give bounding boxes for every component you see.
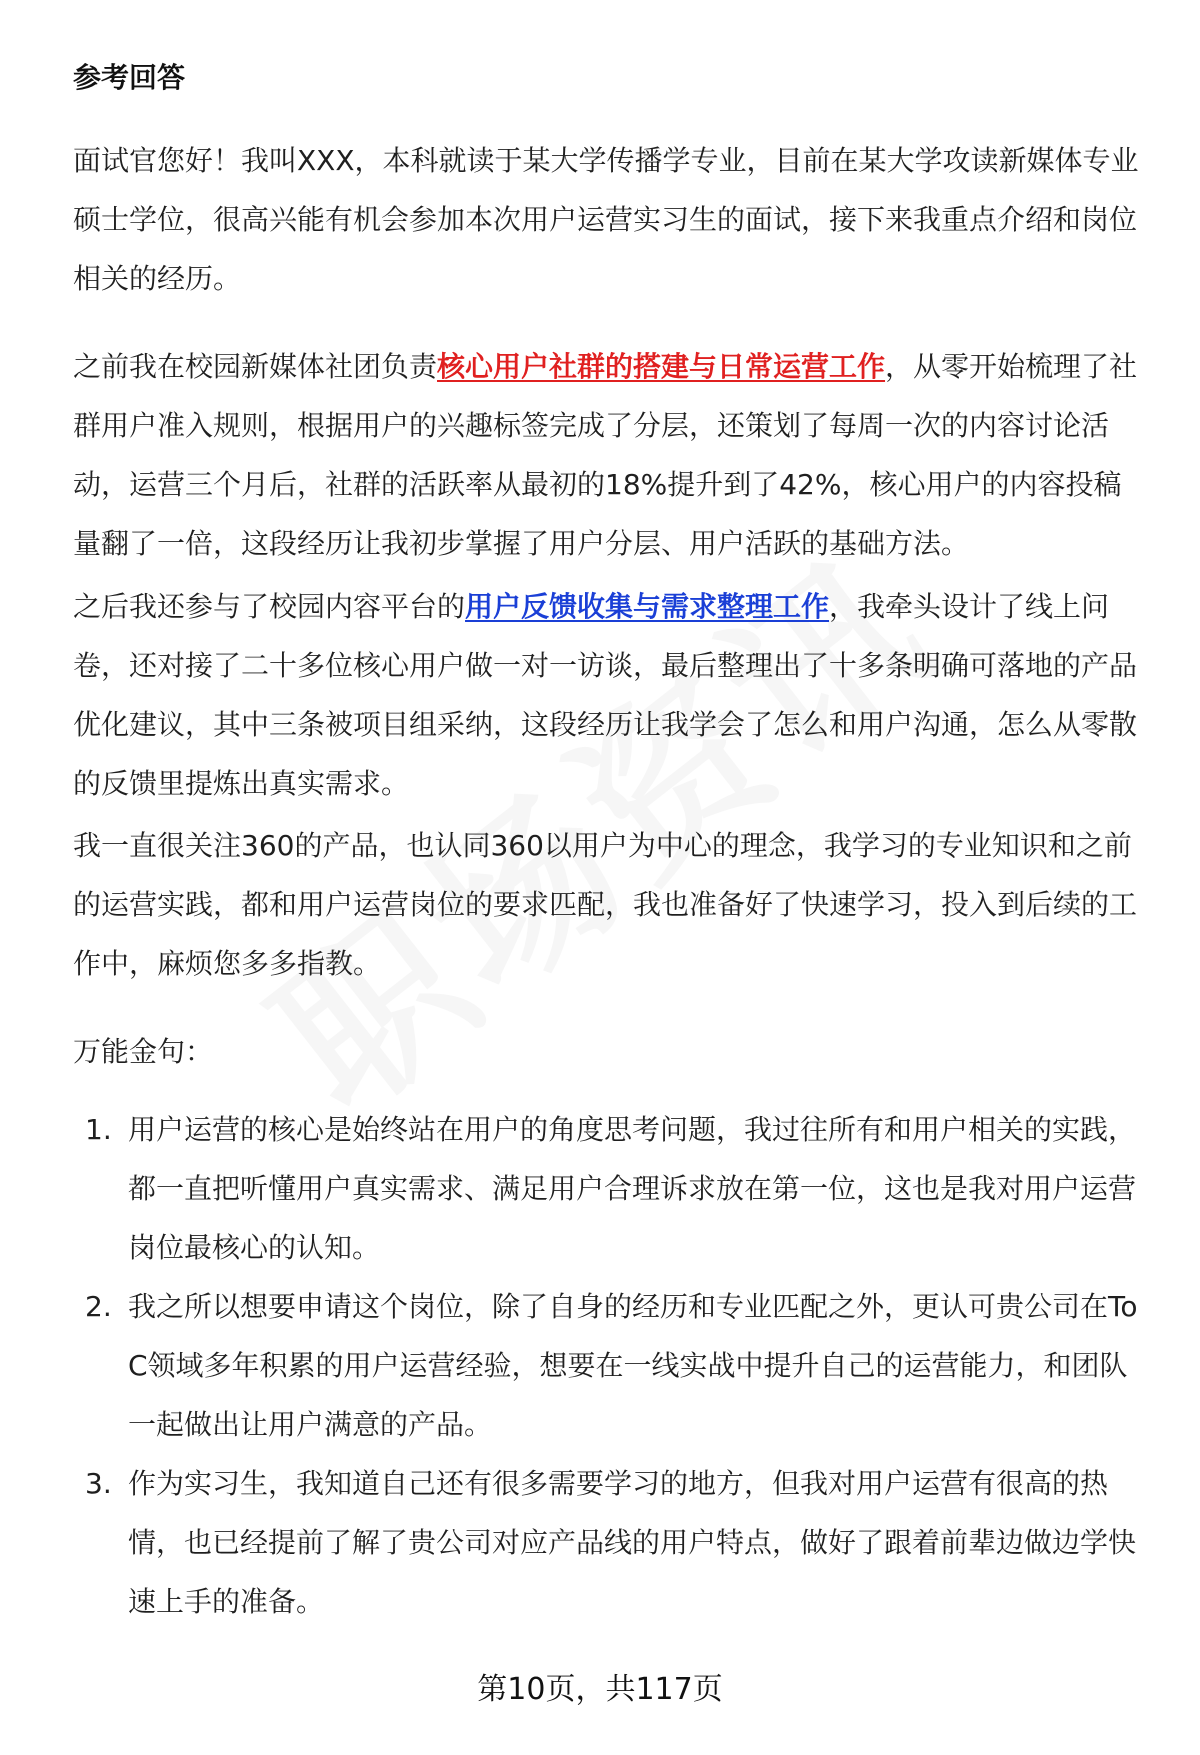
text-span: 之后我还参与了校园内容平台的 [73,590,466,623]
list-item [73,1454,1143,1631]
experience-paragraph-1 [73,337,1143,573]
highlight-blue: 用户反馈收集与需求整理工作 [465,590,830,623]
list-item-text: 我之所以想要申请这个岗位，除了自身的经历和专业匹配之外，更认可贵公司在To C领域多年积累的用户运营经验，想要在一线实战中提升自己的运营能力，和团队一起做出让用户满意的产品。 [128,1290,1138,1441]
list-item-text: 用户运营的核心是始终站在用户的角度思考问题，我过往所有和用户相关的实践，都一直把听懂用户真实需求、满足用户合理诉求放在第一位，这也是我对用户运营岗位最核心的认知。 [128,1113,1137,1264]
list-item [73,1100,1143,1277]
experience-paragraph-2 [73,577,1143,813]
golden-sentences-title: 万能金句： [73,1035,214,1068]
list-item [73,1277,1143,1454]
intro-paragraph: 面试官您好！我叫XXX，本科就读于某大学传播学专业，目前在某大学攻读新媒体专业硕士学位，很高兴能有机会参加本次用户运营实习生的面试，接下来我重点介绍和岗位相关的经历。 [73,144,1139,295]
list-item-text: 作为实习生，我知道自己还有很多需要学习的地方，但我对用户运营有很高的热情，也已经提前了解了贵公司对应产品线的用户特点，做好了跟着前辈边做边学快速上手的准备。 [128,1467,1137,1618]
highlight-red: 核心用户社群的搭建与日常运营工作 [437,350,886,383]
text-span: 之前我在校园新媒体社团负责 [73,350,438,383]
page-number-footer: 第10页，共117页 [477,1672,723,1707]
section-heading: 参考回答 [73,61,186,94]
list-number: 3. [85,1467,112,1500]
text-span: ，从零开始梳理了社群用户准入规则，根据用户的兴趣标签完成了分层，还策划了每周一次的内容讨论活动，运营三个月后，社群的活跃率从最初的18%提升到了42%，核心用户的内容投稿量翻了一倍，这段经历让我初步掌握了用户分层、用户活跃的基础方法。 [73,350,1138,560]
text-span: ，我牵头设计了线上问卷，还对接了二十多位核心用户做一对一访谈，最后整理出了十多条明确可落地的产品优化建议，其中三条被项目组采纳，这段经历让我学会了怎么和用户沟通，怎么从零散的反馈里提炼出真实需求。 [73,590,1138,800]
list-number: 1. [85,1113,112,1146]
closing-paragraph: 我一直很关注360的产品，也认同360以用户为中心的理念，我学习的专业知识和之前的运营实践，都和用户运营岗位的要求匹配，我也准备好了快速学习，投入到后续的工作中，麻烦您多多指教。 [73,829,1138,980]
golden-sentences-list [73,1100,1143,1631]
list-number: 2. [85,1290,112,1323]
